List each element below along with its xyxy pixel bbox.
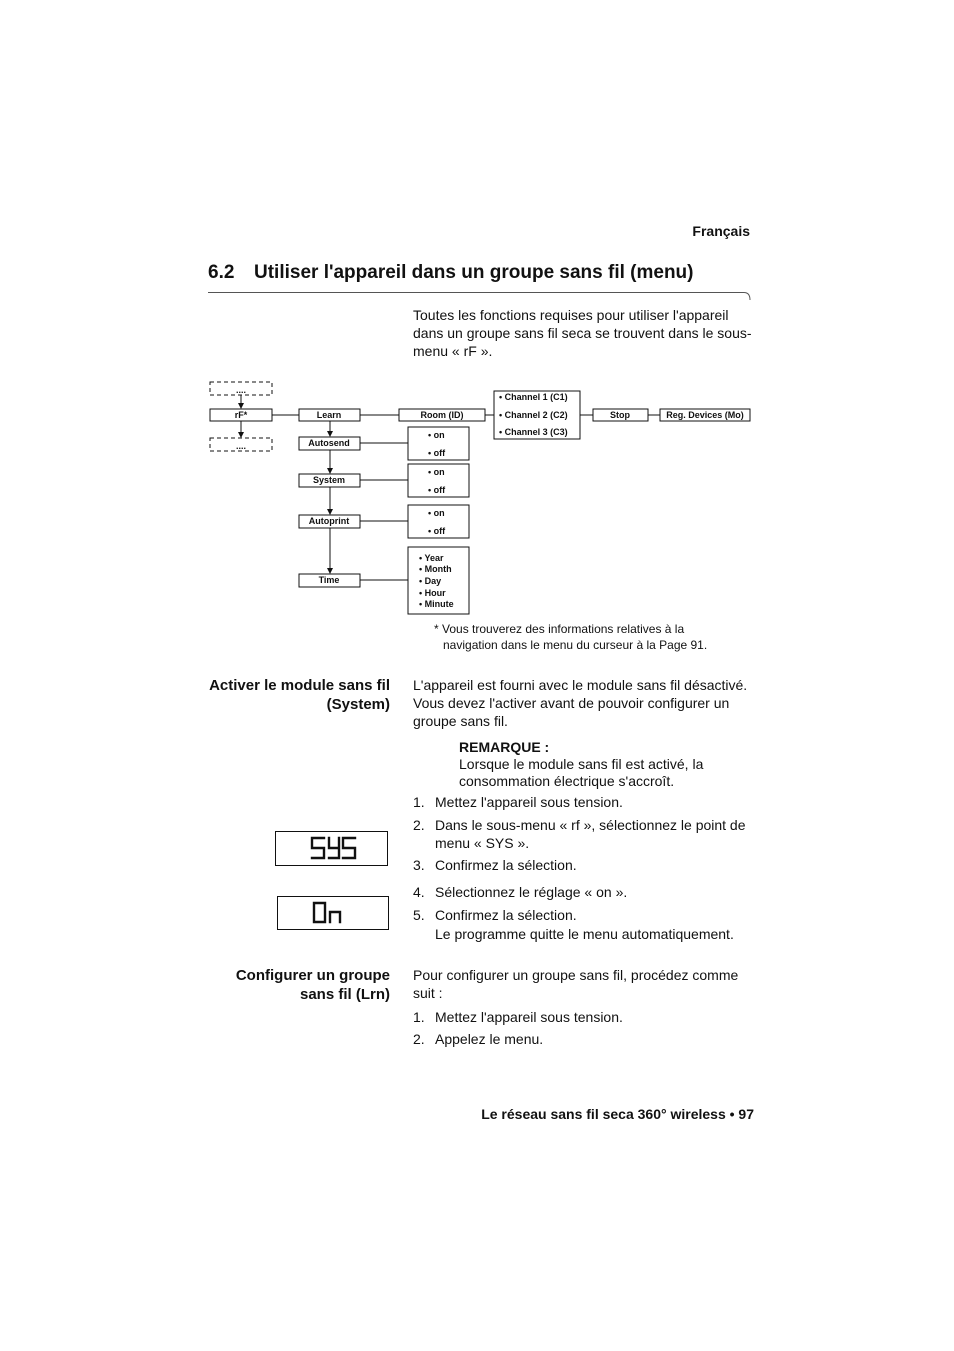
step-number: 2. — [413, 1031, 425, 1047]
autoprint-label: Autoprint — [308, 516, 350, 526]
step-text: Confirmez la sélection. — [435, 907, 577, 923]
step-number: 5. — [413, 907, 425, 923]
lrn-body: Pour configurer un groupe sans fil, procédez comme suit : — [413, 967, 739, 1001]
lcd-display-on — [277, 896, 389, 930]
note-title: REMARQUE : — [459, 739, 550, 755]
time-hour: • Hour — [419, 588, 446, 598]
autosend-label: Autosend — [308, 438, 350, 448]
system-off: • off — [428, 485, 446, 495]
channel-2-label: • Channel 2 (C2) — [499, 410, 568, 420]
time-minute: • Minute — [419, 599, 454, 609]
page-footer: Le réseau sans fil seca 360° wireless • 97 — [481, 1106, 754, 1122]
stop-label: Stop — [610, 410, 630, 420]
rf-label: rF* — [234, 410, 248, 420]
step-text: Dans le sous-menu « rf », sélectionnez le point de menu « SYS ». — [435, 817, 746, 851]
step-number: 1. — [413, 794, 425, 810]
system-heading: Activer le module sans fil (System) — [209, 677, 390, 713]
system-label: System — [312, 475, 346, 485]
time-year: • Year — [419, 553, 444, 563]
system-step-5-result: Le programme quitte le menu automatiquement. — [435, 926, 734, 942]
step-number: 3. — [413, 857, 425, 873]
dots-bottom: .... — [235, 441, 247, 451]
section-number: 6.2 — [208, 262, 235, 283]
learn-label: Learn — [316, 410, 342, 420]
reg-label: Reg. Devices (Mo) — [666, 410, 744, 420]
note — [459, 739, 759, 790]
dots-top: .... — [235, 385, 247, 395]
time-month: • Month — [419, 564, 452, 574]
room-label: Room (ID) — [420, 410, 464, 420]
language-label: Français — [692, 223, 750, 239]
autosend-on: • on — [428, 430, 445, 440]
diagram-footnote — [434, 621, 754, 653]
step-number: 4. — [413, 884, 425, 900]
autoprint-on: • on — [428, 508, 445, 518]
footnote-line-2: navigation dans le menu du curseur à la Page 91. — [443, 638, 708, 652]
autosend-off: • off — [428, 448, 446, 458]
system-body: L'appareil est fourni avec le module sans fil désactivé. Vous devez l'activer avant de pouvoir configurer un groupe sans fil. — [413, 677, 748, 729]
lcd-on-glyphs — [278, 897, 388, 929]
autoprint-off: • off — [428, 526, 446, 536]
lcd-sys-glyphs — [276, 832, 387, 865]
time-label: Time — [318, 575, 340, 585]
system-on: • on — [428, 467, 445, 477]
step-text: Mettez l'appareil sous tension. — [435, 1009, 623, 1025]
menu-diagram — [0, 0, 954, 640]
time-day: • Day — [419, 576, 442, 586]
lrn-heading: Configurer un groupe sans fil (Lrn) — [235, 967, 390, 1003]
step-text: Appelez le menu. — [435, 1031, 544, 1047]
section-title: Utiliser l'appareil dans un groupe sans fil (menu) — [254, 262, 694, 283]
footnote-line-1: * Vous trouverez des informations relatives à la — [434, 622, 685, 636]
step-number: 2. — [413, 817, 425, 833]
step-number: 1. — [413, 1009, 425, 1025]
channel-3-label: • Channel 3 (C3) — [499, 427, 568, 437]
note-text: Lorsque le module sans fil est activé, la consommation électrique s'accroît. — [459, 756, 704, 789]
step-text: Mettez l'appareil sous tension. — [435, 794, 623, 810]
step-text: Sélectionnez le réglage « on ». — [435, 884, 628, 900]
lcd-display-sys — [275, 831, 388, 866]
step-text: Confirmez la sélection. — [435, 857, 577, 873]
section-intro: Toutes les fonctions requises pour utiliser l'appareil dans un groupe sans fil seca se trouvent dans le sous-menu « rF ». — [413, 307, 752, 359]
channel-1-label: • Channel 1 (C1) — [499, 392, 568, 402]
